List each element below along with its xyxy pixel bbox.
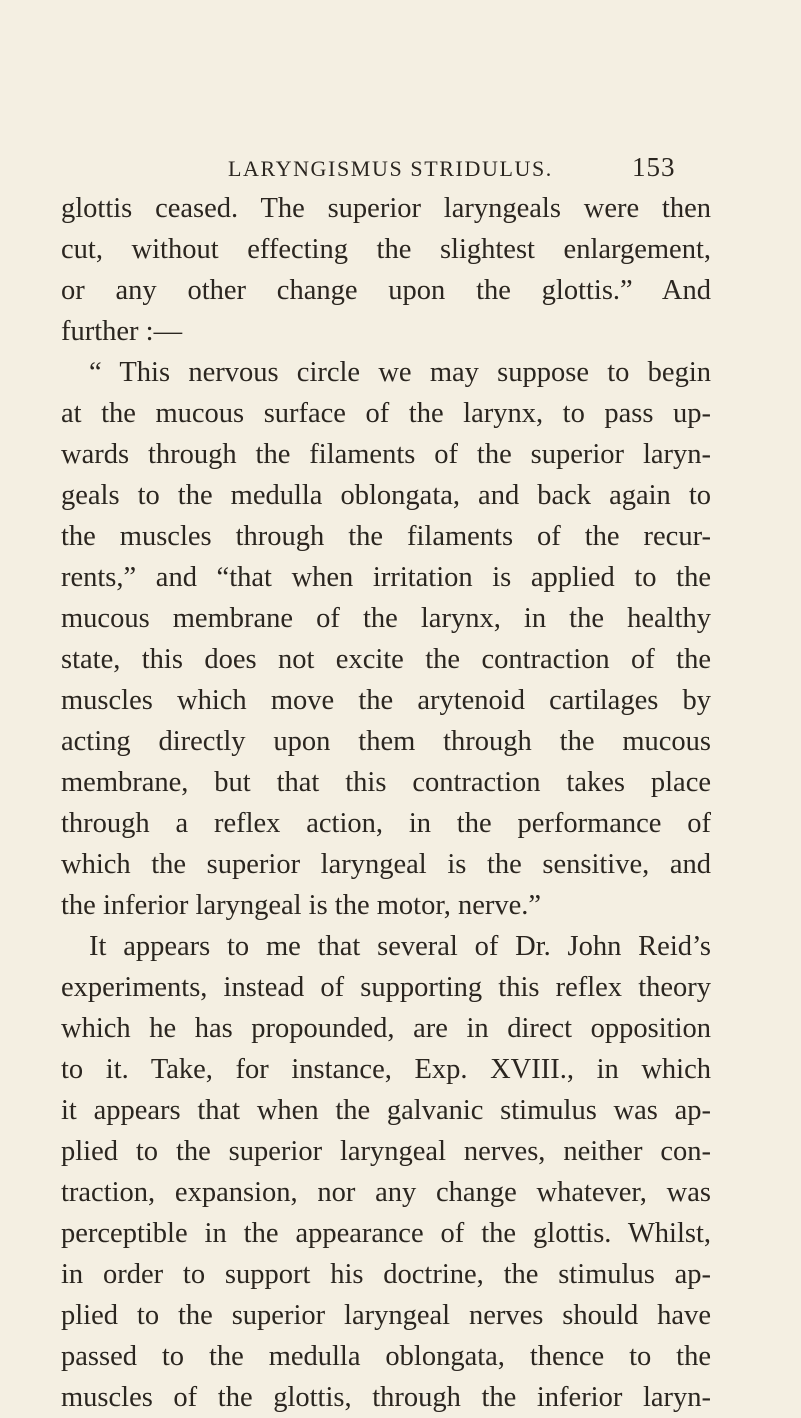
body-text — [61, 188, 711, 1418]
text-line: it appears that when the galvanic stimulus was ap- — [61, 1095, 711, 1126]
text-line: or any other change upon the glottis.” And — [61, 275, 711, 306]
text-line: at the mucous surface of the larynx, to pass up- — [61, 398, 711, 429]
text-line: the inferior laryngeal is the motor, nerve.” — [61, 890, 542, 921]
text-line: through a reflex action, in the performance of — [61, 808, 711, 839]
text-line: further :— — [61, 316, 183, 347]
text-line: the muscles through the filaments of the recur- — [61, 521, 711, 552]
text-line: muscles of the glottis, through the inferior laryn- — [61, 1382, 711, 1413]
text-line: geals to the medulla oblongata, and back again to — [61, 480, 711, 511]
text-line: rents,” and “that when irritation is applied to the — [61, 562, 711, 593]
text-line: acting directly upon them through the mucous — [61, 726, 711, 757]
text-line: which the superior laryngeal is the sensitive, and — [61, 849, 711, 880]
text-line: glottis ceased. The superior laryngeals were then — [61, 193, 711, 224]
text-line: muscles which move the arytenoid cartilages by — [61, 685, 711, 716]
text-line: cut, without effecting the slightest enlargement, — [61, 234, 711, 265]
text-line: mucous membrane of the larynx, in the healthy — [61, 603, 711, 634]
page-number: 153 — [632, 152, 676, 182]
text-line: plied to the superior laryngeal nerves, neither con- — [61, 1136, 711, 1167]
text-line: perceptible in the appearance of the glottis. Whilst, — [61, 1218, 711, 1249]
running-head-title: LARYNGISMUS STRIDULUS. — [228, 156, 553, 181]
text-line: which he has propounded, are in direct opposition — [61, 1013, 711, 1044]
text-line: wards through the filaments of the superior laryn- — [61, 439, 711, 470]
text-line: state, this does not excite the contraction of the — [61, 644, 711, 675]
text-line: plied to the superior laryngeal nerves should have — [61, 1300, 711, 1331]
running-head — [0, 148, 801, 188]
text-line: to it. Take, for instance, Exp. XVIII., in which — [61, 1054, 711, 1085]
text-line: membrane, but that this contraction takes place — [61, 767, 711, 798]
text-line: It appears to me that several of Dr. John Reid’s — [89, 931, 711, 962]
text-line: passed to the medulla oblongata, thence to the — [61, 1341, 711, 1372]
text-line: experiments, instead of supporting this reflex theory — [61, 972, 711, 1003]
text-line: “ This nervous circle we may suppose to begin — [89, 357, 711, 388]
text-line: traction, expansion, nor any change whatever, was — [61, 1177, 711, 1208]
text-line: in order to support his doctrine, the stimulus ap- — [61, 1259, 711, 1290]
